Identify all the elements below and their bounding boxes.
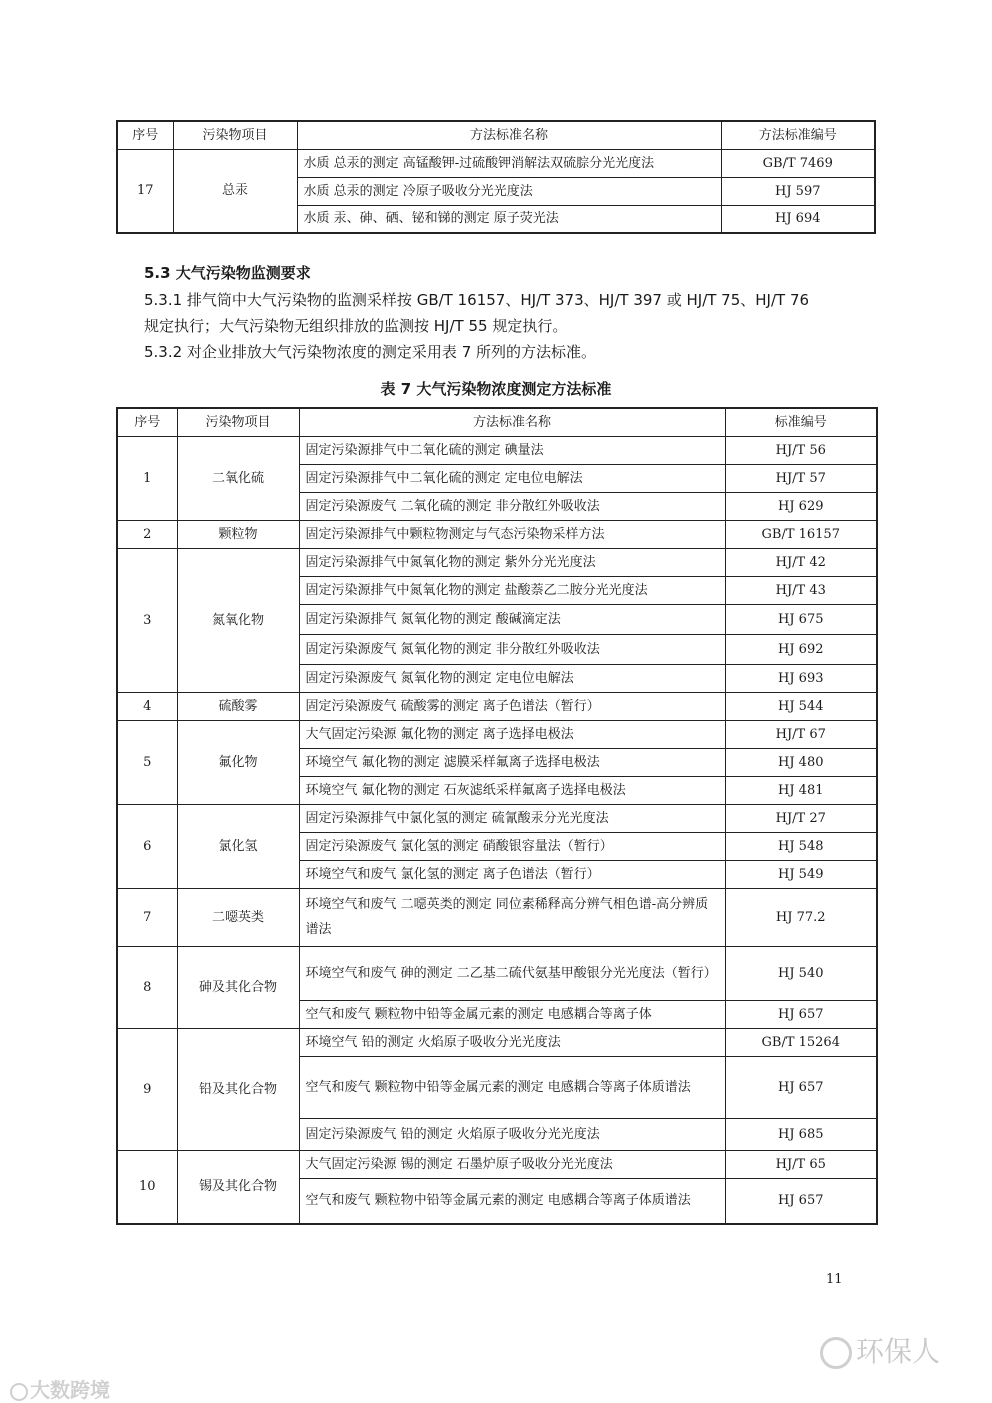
row-number: 10 [117, 1150, 177, 1224]
paragraph-5-3-1-line1: 5.3.1 排气筒中大气污染物的监测采样按 GB/T 16157、HJ/T 373、HJ/T 397 或 HJ/T 75、HJ/T 76 [144, 291, 810, 309]
pollutant-name: 氯化氢 [177, 804, 299, 888]
header-method: 方法标准名称 [297, 121, 721, 149]
table-row [117, 149, 875, 177]
standard-code: HJ 692 [725, 634, 877, 664]
method-name: 固定污染源废气 氯化氢的测定 硝酸银容量法（暂行） [299, 832, 725, 860]
watermark-right [820, 1330, 940, 1370]
standard-code: HJ 657 [725, 1178, 877, 1224]
standard-code: HJ 540 [725, 946, 877, 1000]
method-name: 空气和废气 颗粒物中铅等金属元素的测定 电感耦合等离子体质谱法 [299, 1178, 725, 1224]
row-number: 5 [117, 720, 177, 804]
pollutant-name: 氮氧化物 [177, 548, 299, 692]
standard-code: HJ 480 [725, 748, 877, 776]
method-name: 水质 总汞的测定 高锰酸钾-过硫酸钾消解法双硫腙分光光度法 [297, 149, 721, 177]
header-no: 序号 [117, 121, 173, 149]
method-name: 固定污染源排气中氯化氢的测定 硫氰酸汞分光光度法 [299, 804, 725, 832]
table-row [117, 1028, 877, 1056]
standard-code: HJ 693 [725, 664, 877, 692]
standard-code: HJ 694 [721, 205, 875, 233]
method-name: 大气固定污染源 锡的测定 石墨炉原子吸收分光光度法 [299, 1150, 725, 1178]
standard-code: HJ/T 27 [725, 804, 877, 832]
weibo-icon [10, 1383, 28, 1401]
table-row [117, 1150, 877, 1178]
table-header-row [117, 408, 877, 436]
table-row [117, 436, 877, 464]
paragraph-5-3-1-line2: 规定执行；大气污染物无组织排放的监测按 HJ/T 55 规定执行。 [144, 317, 568, 335]
method-name: 固定污染源排气中二氧化硫的测定 碘量法 [299, 436, 725, 464]
method-name: 固定污染源废气 氮氧化物的测定 定电位电解法 [299, 664, 725, 692]
standard-code: HJ 675 [725, 604, 877, 634]
standard-code: HJ 549 [725, 860, 877, 888]
pollutant-name: 二噁英类 [177, 888, 299, 946]
pollutant-name: 锡及其化合物 [177, 1150, 299, 1224]
standard-code: HJ 77.2 [725, 888, 877, 946]
table-row [117, 548, 877, 576]
header-pollutant: 污染物项目 [177, 408, 299, 436]
pollutant-name: 砷及其化合物 [177, 946, 299, 1028]
method-name: 固定污染源排气 氮氧化物的测定 酸碱滴定法 [299, 604, 725, 634]
method-name: 水质 汞、砷、硒、铋和锑的测定 原子荧光法 [297, 205, 721, 233]
header-no: 序号 [117, 408, 177, 436]
pollutant-name: 二氧化硫 [177, 436, 299, 520]
method-name: 空气和废气 颗粒物中铅等金属元素的测定 电感耦合等离子体 [299, 1000, 725, 1028]
method-name: 大气固定污染源 氟化物的测定 离子选择电极法 [299, 720, 725, 748]
table-row [117, 520, 877, 548]
method-name: 固定污染源废气 硫酸雾的测定 离子色谱法（暂行） [299, 692, 725, 720]
standard-code: HJ 548 [725, 832, 877, 860]
section-heading: 5.3 大气污染物监测要求 [144, 264, 311, 282]
paragraph-5-3-2: 5.3.2 对企业排放大气污染物浓度的测定采用表 7 所列的方法标准。 [144, 343, 597, 361]
standard-code: HJ 657 [725, 1056, 877, 1118]
row-number: 9 [117, 1028, 177, 1150]
method-name: 固定污染源排气中颗粒物测定与气态污染物采样方法 [299, 520, 725, 548]
pollutant-name: 氟化物 [177, 720, 299, 804]
method-name: 固定污染源排气中氮氧化物的测定 盐酸萘乙二胺分光光度法 [299, 576, 725, 604]
method-name: 环境空气和废气 二噁英类的测定 同位素稀释高分辨气相色谱-高分辨质谱法 [299, 888, 725, 946]
standard-code: HJ/T 56 [725, 436, 877, 464]
method-name: 环境空气和废气 砷的测定 二乙基二硫代氨基甲酸银分光光度法（暂行） [299, 946, 725, 1000]
method-name: 水质 总汞的测定 冷原子吸收分光光度法 [297, 177, 721, 205]
method-name: 环境空气 氟化物的测定 石灰滤纸采样氟离子选择电极法 [299, 776, 725, 804]
method-name: 固定污染源排气中氮氧化物的测定 紫外分光光度法 [299, 548, 725, 576]
row-number: 17 [117, 149, 173, 233]
table-header-row [117, 121, 875, 149]
standard-code: GB/T 15264 [725, 1028, 877, 1056]
header-code: 标准编号 [725, 408, 877, 436]
pollutant-name: 硫酸雾 [177, 692, 299, 720]
row-number: 4 [117, 692, 177, 720]
method-name: 环境空气和废气 氯化氢的测定 离子色谱法（暂行） [299, 860, 725, 888]
standard-code: HJ 629 [725, 492, 877, 520]
standard-code: GB/T 7469 [721, 149, 875, 177]
method-name: 固定污染源废气 二氧化硫的测定 非分散红外吸收法 [299, 492, 725, 520]
header-method: 方法标准名称 [299, 408, 725, 436]
method-name: 空气和废气 颗粒物中铅等金属元素的测定 电感耦合等离子体质谱法 [299, 1056, 725, 1118]
header-code: 方法标准编号 [721, 121, 875, 149]
row-number: 3 [117, 548, 177, 692]
method-name: 固定污染源排气中二氧化硫的测定 定电位电解法 [299, 464, 725, 492]
standard-code: HJ/T 43 [725, 576, 877, 604]
method-name: 环境空气 氟化物的测定 滤膜采样氟离子选择电极法 [299, 748, 725, 776]
table-row [117, 804, 877, 832]
table-row [117, 946, 877, 1000]
watermark-left [10, 1374, 110, 1403]
standard-code: HJ 481 [725, 776, 877, 804]
row-number: 1 [117, 436, 177, 520]
header-pollutant: 污染物项目 [173, 121, 297, 149]
method-name: 固定污染源废气 铅的测定 火焰原子吸收分光光度法 [299, 1118, 725, 1150]
row-number: 8 [117, 946, 177, 1028]
standard-code: HJ 544 [725, 692, 877, 720]
row-number: 7 [117, 888, 177, 946]
standard-code: HJ/T 65 [725, 1150, 877, 1178]
row-number: 6 [117, 804, 177, 888]
watermark-right-text: 环保人 [856, 1335, 941, 1368]
table7-caption: 表 7 大气污染物浓度测定方法标准 [380, 380, 612, 398]
method-name: 固定污染源废气 氮氧化物的测定 非分散红外吸收法 [299, 634, 725, 664]
pollutant-name: 颗粒物 [177, 520, 299, 548]
standard-code: HJ 685 [725, 1118, 877, 1150]
standard-code: HJ 657 [725, 1000, 877, 1028]
standard-code: GB/T 16157 [725, 520, 877, 548]
standard-code: HJ/T 42 [725, 548, 877, 576]
standard-code: HJ/T 57 [725, 464, 877, 492]
wechat-icon [820, 1337, 852, 1369]
table7-air-pollutant-methods [116, 407, 878, 1225]
standard-code: HJ 597 [721, 177, 875, 205]
row-number: 2 [117, 520, 177, 548]
standard-code: HJ/T 67 [725, 720, 877, 748]
table-row [117, 692, 877, 720]
pollutant-method-table-continued [116, 120, 876, 234]
table-row [117, 720, 877, 748]
method-name: 环境空气 铅的测定 火焰原子吸收分光光度法 [299, 1028, 725, 1056]
pollutant-name: 铅及其化合物 [177, 1028, 299, 1150]
page-number: 11 [826, 1272, 843, 1287]
watermark-left-text: 大数跨境 [30, 1378, 110, 1402]
pollutant-name: 总汞 [173, 149, 297, 233]
table-row [117, 888, 877, 946]
